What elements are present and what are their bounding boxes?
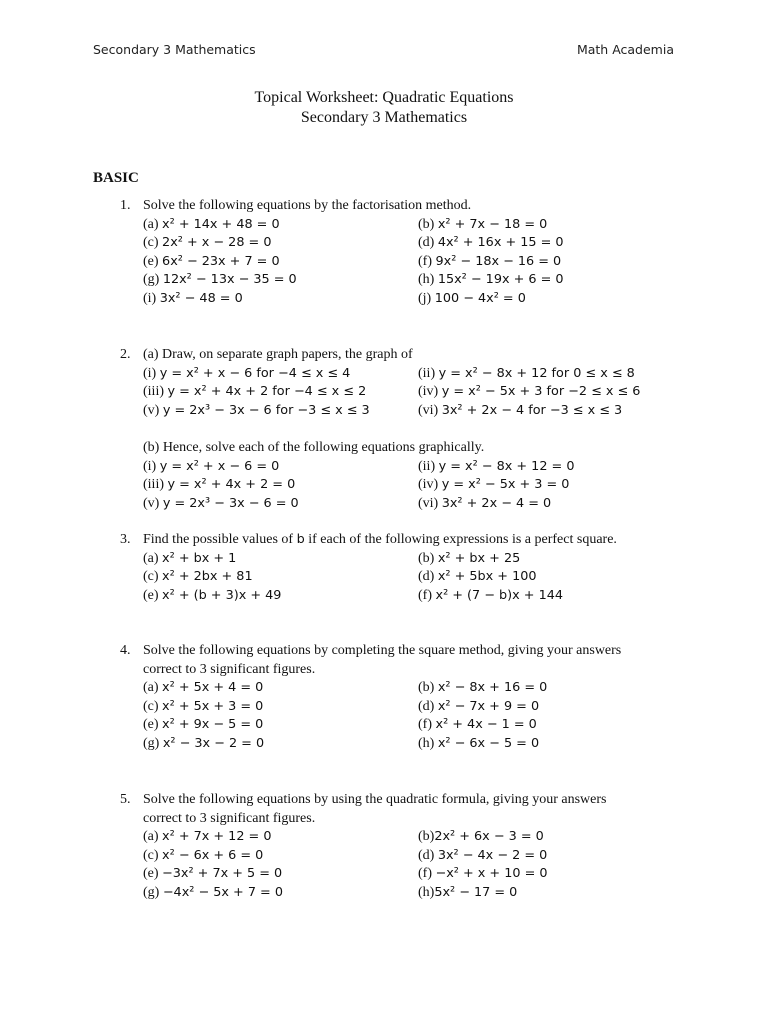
part-label: (j) — [418, 290, 435, 306]
part-label: (f) — [418, 866, 436, 882]
part-label: (g) — [143, 884, 163, 900]
question-part — [143, 234, 271, 253]
question-5 — [93, 791, 693, 903]
question-1 — [93, 197, 693, 309]
part-label: (h) — [418, 272, 438, 288]
question-stem-b: (b) Hence, solve each of the following equations graphically. — [143, 439, 485, 455]
part-expression: x² + 14x + 48 = 0 — [162, 216, 280, 232]
part-expression: x² − 6x − 5 = 0 — [437, 735, 540, 751]
part-label: (v) — [143, 495, 163, 511]
question-part — [418, 253, 561, 272]
part-label: (d) — [418, 698, 438, 714]
part-expression: x² + 5bx + 100 — [437, 569, 537, 585]
question-part — [418, 383, 640, 402]
part-expression: 3x² + 2x − 4 = 0 — [441, 495, 552, 511]
question-part — [143, 383, 366, 402]
question-part — [418, 495, 551, 514]
part-list — [93, 216, 693, 309]
part-label: (c) — [143, 235, 163, 251]
part-row — [93, 735, 693, 754]
part-label: (a) — [143, 680, 163, 696]
part-expression: x² + 5x + 3 = 0 — [162, 698, 264, 714]
question-part — [418, 476, 569, 495]
part-row — [93, 383, 693, 402]
question-part — [143, 495, 299, 514]
part-label: (c) — [143, 847, 163, 863]
question-part — [418, 458, 574, 477]
part-expression: y = x² + x − 6 for −4 ≤ x ≤ 4 — [159, 365, 351, 381]
title-line-1: Topical Worksheet: Quadratic Equations — [254, 89, 514, 106]
part-expression: 3x² + 2x − 4 for −3 ≤ x ≤ 3 — [441, 402, 623, 418]
part-label: (c) — [143, 569, 163, 585]
header-course: Secondary 3 Mathematics — [93, 42, 256, 57]
question-part — [418, 234, 564, 253]
part-label: (b) — [418, 550, 438, 566]
question-stem: Find the possible values of b if each of the following expressions is a perfect square. — [143, 532, 617, 547]
variable-b: b — [296, 532, 305, 547]
part-label: (a) — [143, 550, 163, 566]
part-label: (g) — [143, 735, 163, 751]
question-part — [418, 828, 544, 847]
part-row — [93, 679, 693, 698]
part-expression: x² + 4x − 1 = 0 — [435, 717, 537, 733]
question-part — [143, 587, 281, 606]
title-line-2: Secondary 3 Mathematics — [300, 109, 468, 126]
question-stem: (a) Draw, on separate graph papers, the graph of — [143, 347, 413, 362]
part-label: (iv) — [418, 477, 442, 493]
question-number: 5. — [120, 792, 131, 807]
question-part — [418, 847, 547, 866]
question-part — [418, 550, 520, 569]
question-stem: Solve the following equations by the factorisation method. — [143, 198, 472, 213]
part-row — [93, 865, 693, 884]
part-expression: y = x² + 4x + 2 for −4 ≤ x ≤ 2 — [167, 384, 367, 400]
part-label: (h) — [418, 884, 435, 900]
question-stem: Solve the following equations by using the quadratic formula, giving your answers — [143, 792, 607, 807]
part-expression: y = x² − 8x + 12 for 0 ≤ x ≤ 8 — [438, 365, 635, 381]
part-expression: x² − 6x + 6 = 0 — [162, 847, 264, 863]
question-part — [143, 698, 263, 717]
part-expression: y = x² + 4x + 2 = 0 — [167, 477, 296, 493]
part-expression: x² + 7x − 18 = 0 — [437, 216, 548, 232]
question-part — [418, 568, 537, 587]
part-expression: 15x² − 19x + 6 = 0 — [437, 272, 564, 288]
part-label: (d) — [418, 847, 438, 863]
question-part — [143, 365, 350, 384]
part-label: (iii) — [143, 477, 168, 493]
part-row — [93, 828, 693, 847]
part-label: (c) — [143, 698, 163, 714]
part-expression: x² − 8x + 16 = 0 — [437, 680, 548, 696]
part-row — [93, 587, 693, 606]
section-heading: BASIC — [93, 170, 139, 186]
part-label: (a) — [143, 829, 163, 845]
question-number: 2. — [120, 347, 131, 362]
part-label: (i) — [143, 458, 160, 474]
part-label: (b) — [418, 216, 438, 232]
part-expression: 100 − 4x² = 0 — [434, 290, 526, 306]
part-expression: y = 2x³ − 3x − 6 for −3 ≤ x ≤ 3 — [162, 402, 370, 418]
question-part — [143, 476, 295, 495]
question-stem: Solve the following equations by completing the square method, giving your answers — [143, 643, 622, 658]
question-part — [418, 365, 635, 384]
part-row — [93, 365, 693, 384]
part-label: (vi) — [418, 402, 442, 418]
question-part — [418, 402, 622, 421]
part-label: (e) — [143, 866, 163, 882]
part-expression: −x² + x + 10 = 0 — [435, 866, 548, 882]
question-part — [143, 716, 263, 735]
part-expression: 6x² − 23x + 7 = 0 — [162, 253, 280, 269]
part-expression: 3x² − 48 = 0 — [159, 290, 243, 306]
part-row — [93, 884, 693, 903]
question-part — [143, 271, 297, 290]
part-row — [93, 290, 693, 309]
part-label: (g) — [143, 272, 163, 288]
part-label: (f) — [418, 253, 436, 269]
question-number: 4. — [120, 643, 131, 658]
part-label: (b) — [418, 680, 438, 696]
part-label: (i) — [143, 365, 160, 381]
question-part — [418, 271, 564, 290]
part-row — [93, 550, 693, 569]
question-part — [143, 884, 283, 903]
part-expression: 9x² − 18x − 16 = 0 — [435, 253, 562, 269]
question-part — [418, 884, 517, 903]
part-expression: 5x² − 17 = 0 — [434, 884, 518, 900]
part-expression: y = x² − 5x + 3 for −2 ≤ x ≤ 6 — [441, 384, 641, 400]
part-expression: y = 2x³ − 3x − 6 = 0 — [162, 495, 299, 511]
part-expression: x² + 2bx + 81 — [162, 569, 253, 585]
part-row — [93, 568, 693, 587]
part-expression: 3x² − 4x − 2 = 0 — [437, 847, 548, 863]
question-part — [143, 679, 263, 698]
part-label: (i) — [143, 290, 160, 306]
question-part — [143, 253, 280, 272]
question-number: 1. — [120, 198, 131, 213]
part-expression: y = x² − 5x + 3 = 0 — [441, 477, 570, 493]
part-expression: y = x² + x − 6 = 0 — [159, 458, 280, 474]
part-expression: x² − 7x + 9 = 0 — [437, 698, 540, 714]
question-4 — [93, 642, 693, 754]
question-part — [143, 568, 253, 587]
part-label: (iv) — [418, 384, 442, 400]
part-label: (d) — [418, 235, 438, 251]
part-list — [93, 550, 693, 606]
part-label: (e) — [143, 253, 163, 269]
question-part — [143, 216, 280, 235]
part-expression: 4x² + 16x + 15 = 0 — [437, 235, 564, 251]
part-label: (f) — [418, 717, 436, 733]
part-label: (b) — [418, 829, 435, 845]
part-label: (e) — [143, 717, 163, 733]
part-list — [93, 458, 693, 514]
part-label: (vi) — [418, 495, 442, 511]
question-stem-continued: correct to 3 significant figures. — [143, 810, 316, 826]
part-list — [93, 679, 693, 753]
part-expression: 2x² + 6x − 3 = 0 — [434, 829, 544, 845]
part-label: (ii) — [418, 458, 439, 474]
question-part — [143, 847, 263, 866]
question-part — [143, 402, 370, 421]
question-part — [418, 865, 548, 884]
part-expression: 12x² − 13x − 35 = 0 — [162, 272, 297, 288]
part-row — [93, 234, 693, 253]
question-part — [418, 679, 547, 698]
question-2 — [93, 346, 693, 513]
part-row — [93, 402, 693, 421]
part-row — [93, 476, 693, 495]
part-expression: 2x² + x − 28 = 0 — [162, 235, 272, 251]
part-expression: x² + 5x + 4 = 0 — [162, 680, 264, 696]
part-row — [93, 458, 693, 477]
part-expression: x² + 7x + 12 = 0 — [162, 829, 272, 845]
header-publisher: Math Academia — [576, 42, 674, 57]
question-part — [143, 458, 279, 477]
part-expression: x² + 9x − 5 = 0 — [162, 717, 264, 733]
part-expression: −3x² + 7x + 5 = 0 — [162, 866, 283, 882]
part-label: (f) — [418, 587, 436, 603]
part-expression: y = x² − 8x + 12 = 0 — [438, 458, 575, 474]
part-row — [93, 216, 693, 235]
question-part — [418, 587, 563, 606]
part-label: (d) — [418, 569, 438, 585]
question-number: 3. — [120, 532, 131, 547]
part-expression: x² + bx + 1 — [162, 550, 237, 566]
question-part — [418, 290, 526, 309]
question-part — [143, 735, 264, 754]
part-row — [93, 716, 693, 735]
question-part — [143, 550, 236, 569]
part-expression: x² + bx + 25 — [437, 550, 521, 566]
part-list — [93, 365, 693, 421]
part-expression: x² + (7 − b)x + 144 — [435, 587, 564, 603]
part-row — [93, 271, 693, 290]
part-list — [93, 828, 693, 902]
part-label: (v) — [143, 402, 163, 418]
question-3 — [93, 531, 693, 605]
part-row — [93, 253, 693, 272]
question-part — [418, 216, 547, 235]
question-part — [143, 290, 243, 309]
part-expression: x² + (b + 3)x + 49 — [162, 587, 282, 603]
question-part — [418, 716, 537, 735]
part-expression: −4x² − 5x + 7 = 0 — [162, 884, 283, 900]
part-row — [93, 495, 693, 514]
part-label: (ii) — [418, 365, 439, 381]
question-part — [143, 865, 282, 884]
question-part — [418, 735, 539, 754]
part-row — [93, 698, 693, 717]
part-label: (h) — [418, 735, 438, 751]
question-part — [143, 828, 271, 847]
worksheet-title — [0, 88, 768, 128]
part-label: (a) — [143, 216, 163, 232]
part-row — [93, 847, 693, 866]
page-header — [93, 42, 674, 60]
part-label: (e) — [143, 587, 163, 603]
part-label: (iii) — [143, 384, 168, 400]
question-stem-continued: correct to 3 significant figures. — [143, 661, 316, 677]
part-expression: x² − 3x − 2 = 0 — [162, 735, 265, 751]
question-part — [418, 698, 539, 717]
